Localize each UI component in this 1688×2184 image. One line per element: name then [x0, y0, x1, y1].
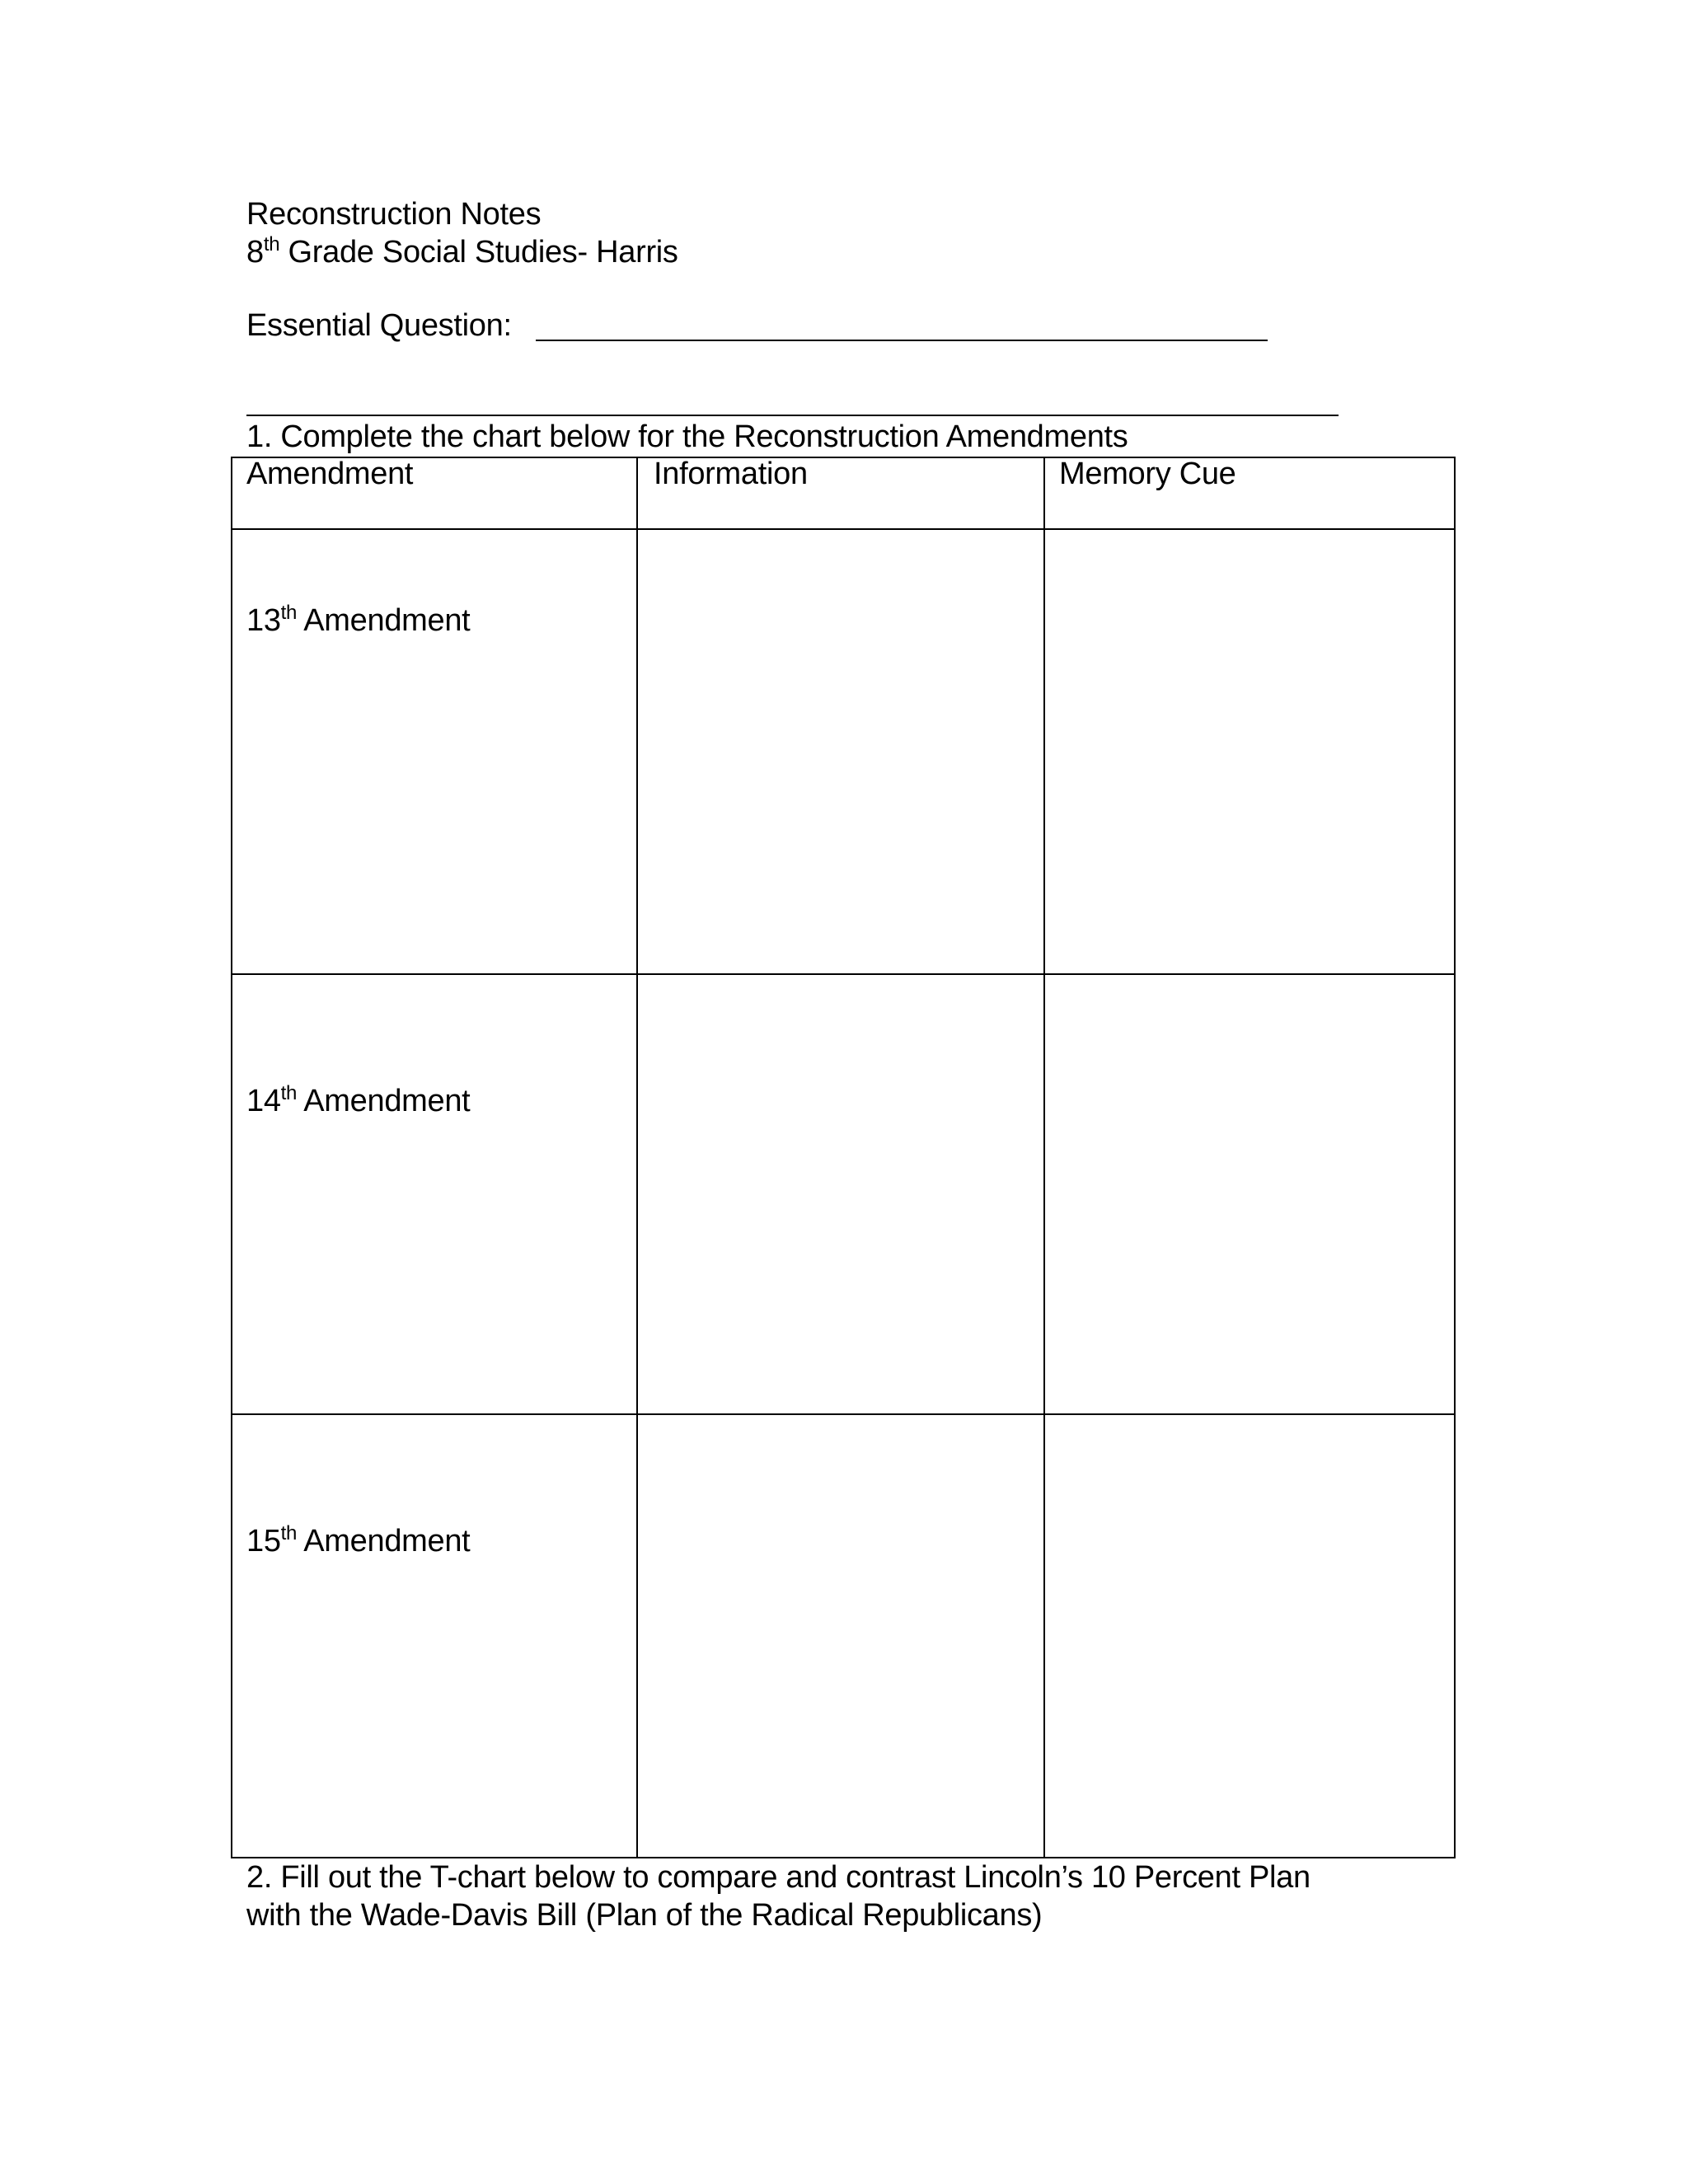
table-border-right	[1454, 457, 1456, 1858]
amendment-suffix: th	[280, 602, 298, 624]
information-cell-15[interactable]	[638, 1415, 1043, 1857]
amendment-number: 15	[246, 1524, 281, 1558]
memory-cue-cell-14[interactable]	[1045, 975, 1454, 1413]
memory-cue-cell-13[interactable]	[1045, 530, 1454, 973]
column-header-memory-cue: Memory Cue	[1059, 457, 1236, 491]
table-border-left	[231, 457, 232, 1858]
grade-suffix: th	[263, 233, 280, 255]
grade-number: 8	[246, 235, 264, 269]
amendment-label	[246, 1082, 470, 1120]
class-description: Grade Social Studies- Harris	[279, 235, 678, 269]
amendment-word: Amendment	[297, 1524, 471, 1558]
table-border-top	[231, 457, 1456, 458]
amendment-label	[246, 602, 470, 640]
amendment-number: 13	[246, 603, 281, 638]
memory-cue-cell-15[interactable]	[1045, 1415, 1454, 1857]
amendment-word: Amendment	[297, 603, 471, 638]
worksheet-title: Reconstruction Notes	[246, 197, 542, 232]
information-cell-13[interactable]	[638, 530, 1043, 973]
amendment-label	[246, 1522, 470, 1560]
column-header-information: Information	[654, 457, 808, 491]
amendment-suffix: th	[280, 1082, 298, 1104]
column-header-amendment: Amendment	[246, 457, 414, 491]
essential-question-answer-line-2[interactable]	[246, 415, 1339, 416]
amendment-word: Amendment	[297, 1084, 471, 1118]
class-info	[246, 233, 678, 271]
section2-instruction-line2: with the Wade-Davis Bill (Plan of the Radical Republicans)	[246, 1898, 1043, 1933]
amendment-number: 14	[246, 1084, 281, 1118]
section2-instruction-line1: 2. Fill out the T-chart below to compare and contrast Lincoln’s 10 Percent Plan	[246, 1860, 1311, 1895]
section1-instruction: 1. Complete the chart below for the Reconstruction Amendments	[246, 419, 1128, 454]
amendment-suffix: th	[280, 1522, 298, 1544]
information-cell-14[interactable]	[638, 975, 1043, 1413]
essential-question-answer-line[interactable]	[536, 340, 1268, 341]
essential-question-label: Essential Question:	[246, 308, 512, 343]
